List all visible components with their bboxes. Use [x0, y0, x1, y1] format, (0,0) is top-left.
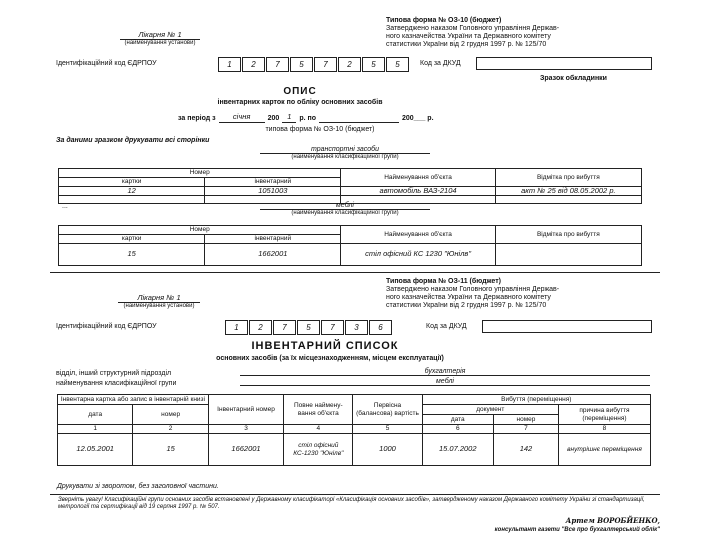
table-header: Найменування об'єкта: [341, 226, 495, 244]
form1-form-note: типова форма № ОЗ-10 (бюджет): [265, 126, 375, 133]
table-header: Вибуття (переміщення): [422, 395, 650, 405]
table-header: картки: [59, 178, 205, 187]
form1-subtitle: інвентарних карток по обліку основних засобів: [217, 99, 383, 106]
id-digit: 5: [386, 57, 409, 72]
table-header: документ: [422, 405, 558, 415]
form1-header: [386, 17, 676, 49]
form2-institution: [118, 293, 200, 310]
footer-author: Артем ВОРОБЙЕНКО,: [565, 516, 660, 525]
group2-caption: (найменування класифікаційної групи): [291, 210, 399, 216]
form1-header-line: ного казначейства України та Державного комітету: [386, 33, 551, 41]
id-digit: 7: [266, 57, 289, 72]
form2-header-line: Затверджено наказом Головного управління Держав-: [386, 286, 560, 294]
table-cell: акт № 25 від 08.05.2002 р.: [495, 187, 641, 196]
id-digit: 1: [225, 320, 248, 335]
form1-period: [178, 113, 434, 123]
form2-group-value: меблі: [240, 378, 650, 386]
col-number: 2: [133, 425, 208, 434]
id-digit: 7: [314, 57, 337, 72]
table-cell: 1662001: [205, 244, 341, 266]
table-header: номер: [133, 405, 208, 425]
form2-header-line: статистики України від 2 грудня 1997 р. № 125/70: [386, 302, 547, 310]
id-digit: 2: [242, 57, 265, 72]
column-numbers: [58, 425, 651, 434]
form2-institution-caption: (найменування установи): [123, 303, 195, 309]
form1-dkud-box: [476, 57, 652, 70]
form2-dept-value: бухгалтерія: [240, 368, 650, 376]
form1-header-line: Затверджено наказом Головного управління Держав-: [386, 25, 560, 33]
footer-attention: Зверніть увагу! Класифікаційні групи основних засобів встановлені у Державному класифікаторі «Класифікація основних засобів», затвердженому наказом Державного комітету України зі стандартизації, метрології та сертифікації від 19 серпня 1997 р. № 507.: [58, 497, 645, 510]
form1-id-digits: [218, 57, 410, 72]
group1-name: транспортні засоби: [260, 146, 430, 154]
table-cell: 12: [59, 187, 205, 196]
table-header: Номер: [59, 226, 341, 235]
form2-header: [386, 278, 676, 310]
table-header: дата: [58, 405, 133, 425]
form1-institution-caption: (найменування установи): [124, 40, 196, 46]
form1-sample-label: Зразок обкладинки: [540, 75, 607, 82]
col-number: 1: [58, 425, 133, 434]
table-header: номер: [493, 415, 558, 425]
period-year-prefix: 200: [267, 114, 280, 122]
form2-table: [57, 394, 651, 466]
table-header: Номер: [59, 169, 341, 178]
form1-institution-name: Лікарня № 1: [120, 30, 200, 40]
form2-dkud-label: Код за ДКУД: [426, 323, 467, 330]
group2-name: меблі: [260, 202, 430, 210]
group1-caption: (найменування класифікаційної групи): [291, 154, 399, 160]
separator: [50, 494, 660, 495]
form1-group1: [260, 146, 430, 161]
col-number: 6: [422, 425, 493, 434]
form1-institution: [120, 30, 200, 47]
id-digit: 7: [321, 320, 344, 335]
id-digit: 5: [362, 57, 385, 72]
separator: [50, 272, 660, 273]
form2-header-line: Типова форма № ОЗ-11 (бюджет): [386, 278, 501, 285]
table-row: [59, 187, 642, 196]
form2-footer-note: Друкувати зі зворотом, без заголовної частини.: [57, 483, 219, 490]
col-number: 8: [558, 425, 650, 434]
period-prefix: за період з: [178, 114, 216, 122]
form1-dkud-label: Код за ДКУД: [420, 60, 461, 67]
form1-id-code-label: Ідентифікаційний код ЄДРПОУ: [56, 60, 157, 67]
table-row: [59, 244, 642, 266]
form1-header-line: Типова форма № ОЗ-10 (бюджет): [386, 17, 502, 24]
form2-dept-label: відділ, інший структурний підрозділ: [56, 370, 172, 377]
id-digit: 1: [218, 57, 241, 72]
table-cell: стіл офісний КС-1230 "Юнілв": [284, 434, 353, 466]
id-digit: 7: [273, 320, 296, 335]
table-header: причина вибуття (переміщення): [558, 405, 650, 425]
form2-dkud-box: [482, 320, 652, 333]
table-cell: автомобіль ВАЗ-2104: [341, 187, 495, 196]
period-year-digit: 1: [282, 113, 296, 123]
table-cell: 1000: [353, 434, 422, 466]
col-number: 4: [284, 425, 353, 434]
table-cell: 142: [493, 434, 558, 466]
col-number: 3: [208, 425, 283, 434]
form1-table1: [58, 168, 642, 204]
id-digit: 2: [338, 57, 361, 72]
form2-id-digits: [225, 320, 393, 335]
table-header: Первісна (балансова) вартість: [353, 395, 422, 425]
table-header: Відмітка про вибуття: [495, 169, 641, 187]
table-cell: 15.07.2002: [422, 434, 493, 466]
table-header: Найменування об'єкта: [341, 169, 495, 187]
form2-header-line: ного казначейства України та Державного комітету: [386, 294, 551, 302]
form2-subtitle: основних засобів (за їх місцезнаходженням, місцем експлуатації): [216, 355, 444, 362]
table-cell: стіл офісний КС 1230 "Юнілв": [341, 244, 495, 266]
table-cell: 15: [133, 434, 208, 466]
id-digit: 3: [345, 320, 368, 335]
table-header: картки: [59, 235, 205, 244]
table-header: інвентарний: [205, 178, 341, 187]
table-header: Інвентарний номер: [208, 395, 283, 425]
table-header: дата: [422, 415, 493, 425]
period-blank: [319, 122, 399, 123]
col-number: 5: [353, 425, 422, 434]
period-month: січня: [219, 113, 265, 123]
form2-group-label: найменування класифікаційної групи: [56, 380, 177, 387]
form2-institution-name: Лікарня № 1: [118, 293, 200, 303]
id-digit: 6: [369, 320, 392, 335]
table-cell: 12.05.2001: [58, 434, 133, 466]
form1-group2: [260, 202, 430, 217]
form1-header-line: статистики України від 2 грудня 1997 р. № 125/70: [386, 41, 547, 49]
table-cell: 15: [59, 244, 205, 266]
form1-ellipsis: ...: [62, 203, 68, 210]
period-end: 200___ р.: [401, 114, 434, 122]
period-mid: р. по: [299, 114, 316, 122]
table-cell: 1051003: [205, 187, 341, 196]
table-row: [58, 434, 651, 466]
form2-id-code-label: Ідентифікаційний код ЄДРПОУ: [56, 323, 157, 330]
table-header: Інвентарна картка або запис в інвентарній книзі: [58, 395, 209, 405]
table-cell: [495, 244, 641, 266]
form2-title: ІНВЕНТАРНИЙ СПИСОК: [251, 340, 399, 352]
table-header: Відмітка про вибуття: [495, 226, 641, 244]
form1-title: ОПИС: [283, 86, 317, 97]
table-cell: внутрішнє переміщення: [558, 434, 650, 466]
footer-author-role: консультант газети "Все про бухгалтерський облік": [494, 527, 660, 533]
table-header: Повне наймену-вання об'єкта: [284, 395, 353, 425]
id-digit: 5: [290, 57, 313, 72]
table-cell: 1662001: [208, 434, 283, 466]
id-digit: 2: [249, 320, 272, 335]
form1-print-note: За даними зразком друкувати всі сторінки: [56, 137, 210, 144]
table-header: інвентарний: [205, 235, 341, 244]
col-number: 7: [493, 425, 558, 434]
form1-table2: [58, 225, 642, 266]
id-digit: 5: [297, 320, 320, 335]
